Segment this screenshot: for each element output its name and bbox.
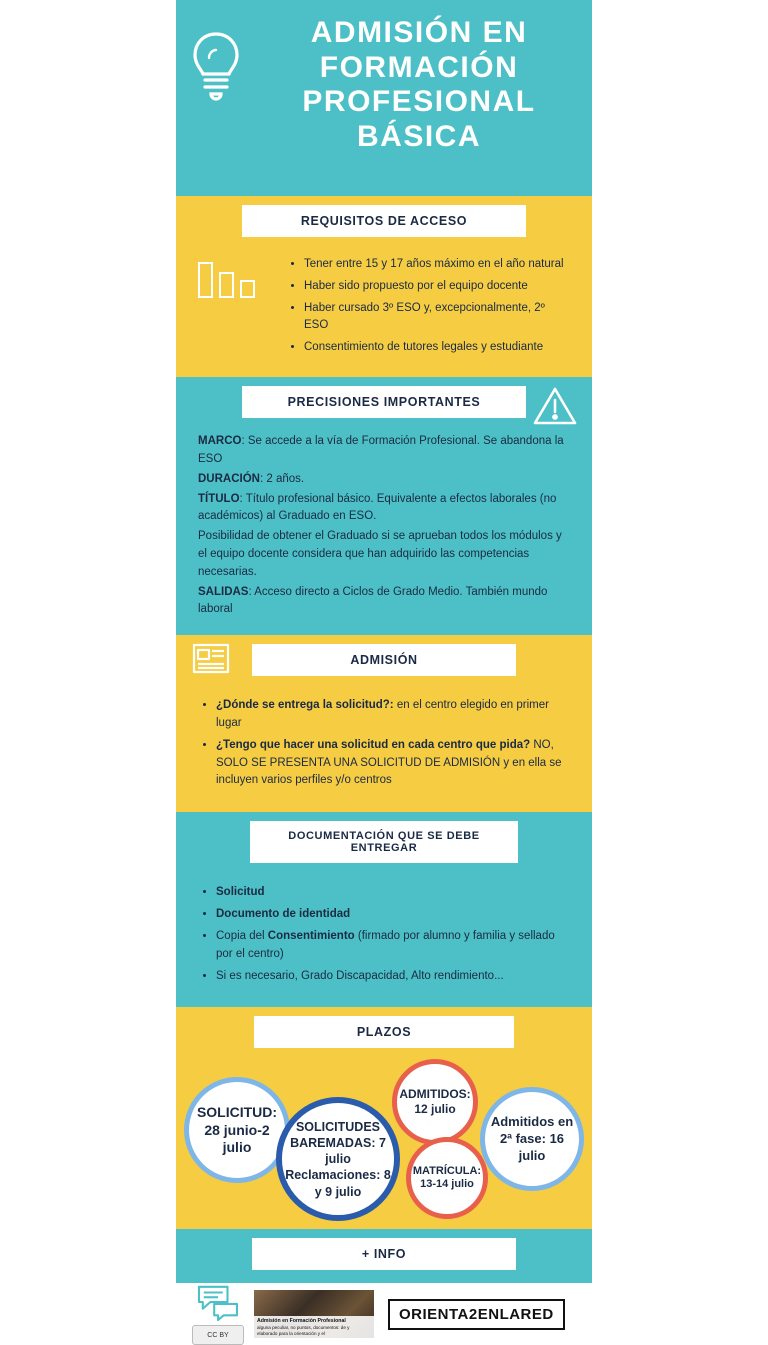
list-item	[216, 697, 570, 733]
list-item	[216, 906, 570, 924]
page-title: ADMISIÓN EN FORMACIÓN PROFESIONAL BÁSICA	[302, 16, 536, 153]
admision-answer: en el centro elegido en primer lugar	[216, 699, 549, 729]
plazo-text: Admitidos en 2ª fase: 16 julio	[490, 1113, 574, 1163]
info-heading-wrap	[176, 1229, 592, 1271]
infographic-column	[176, 0, 592, 1345]
section-precisiones	[176, 377, 592, 635]
requisitos-list	[286, 256, 570, 357]
plazos-circles-wrap	[176, 1049, 592, 1229]
section-documentacion	[176, 812, 592, 1007]
precisiones-value: : Acceso directo a Ciclos de Grado Medio. También mundo laboral	[198, 585, 548, 616]
admision-question: ¿Tengo que hacer una solicitud en cada centro que pida?	[216, 738, 531, 751]
doc-pre: Copia del	[216, 929, 268, 942]
poster-header	[176, 0, 592, 196]
list-item: • Haber cursado 3º ESO y, excepcionalmente, 2º ESO	[304, 300, 570, 336]
plazo-circle-solicitud	[184, 1077, 290, 1183]
requisitos-heading-wrap	[176, 196, 592, 238]
precisiones-value: Posibilidad de obtener el Graduado si se aprueban todos los módulos y el equipo docente considera que han adquirido las competencias necesarias.	[198, 530, 562, 578]
plazos-diagram	[184, 1059, 584, 1219]
doc-pre: Si es necesario, Grado Discapacidad, Alto rendimiento...	[216, 969, 504, 982]
plazos-heading: PLAZOS	[254, 1016, 514, 1048]
precisiones-text	[176, 419, 592, 635]
plazo-circle-admitidos	[392, 1059, 478, 1145]
photo-thumbnail	[254, 1290, 374, 1338]
plazo-text: SOLICITUD: 28 junio-2 julio	[196, 1104, 278, 1156]
precisiones-value: : Título profesional básico. Equivalente a efectos laborales (no académicos) al Graduado en ESO.	[198, 492, 557, 523]
precisiones-label: DURACIÓN	[198, 472, 260, 485]
precisiones-label: TÍTULO	[198, 492, 240, 505]
newspaper-icon	[190, 639, 234, 682]
admision-answer: NO, SOLO SE PRESENTA UNA SOLICITUD DE ADMISIÓN y en ella se incluyen varios perfiles y/o centros	[216, 738, 562, 787]
plazo-text: ADMITIDOS: 12 julio	[399, 1087, 471, 1117]
admision-list	[198, 697, 570, 790]
info-heading: + INFO	[252, 1238, 516, 1270]
brand-logo: ORIENTA2ENLARED	[388, 1299, 565, 1330]
poster-footer	[176, 1283, 592, 1345]
list-item: • Tener entre 15 y 17 años máximo en el año natural	[304, 256, 570, 274]
documentacion-heading: DOCUMENTACIÓN QUE SE DEBE ENTREGAR	[250, 821, 518, 863]
precisiones-heading-wrap	[176, 377, 592, 419]
precisiones-line	[198, 528, 570, 581]
admision-heading: ADMISIÓN	[252, 644, 516, 676]
plazo-circle-solicitudes-baremadas	[276, 1097, 400, 1221]
precisiones-label: SALIDAS	[198, 585, 249, 598]
section-admision	[176, 635, 592, 812]
plazo-circle-matricula	[406, 1137, 488, 1219]
documentacion-list-wrap	[176, 864, 592, 1007]
photo-caption	[254, 1316, 374, 1338]
doc-bold: Solicitud	[216, 886, 265, 899]
photo-caption-title: Admisión en Formación Profesional	[257, 1318, 346, 1325]
precisiones-line	[198, 491, 570, 527]
list-item	[216, 928, 570, 964]
plazos-heading-wrap	[176, 1007, 592, 1049]
admision-list-wrap	[176, 677, 592, 812]
plazo-text: MATRÍCULA: 13-14 julio	[412, 1164, 482, 1191]
photo-caption-text: alguna peculiar, no puntos, documentos: de y elaborado para la orientación y el	[257, 1324, 350, 1336]
precisiones-line	[198, 584, 570, 620]
list-item: • Haber sido propuesto por el equipo docente	[304, 278, 570, 296]
precisiones-label: MARCO	[198, 435, 242, 448]
admision-heading-wrap	[176, 635, 592, 677]
precisiones-line	[198, 433, 570, 469]
precisiones-value: : Se accede a la vía de Formación Profesional. Se abandona la ESO	[198, 435, 564, 465]
admision-question: ¿Dónde se entrega la solicitud?:	[216, 699, 394, 712]
precisiones-value: : 2 años.	[259, 472, 305, 485]
documentacion-heading-wrap	[176, 812, 592, 864]
plazo-circle-admitidos-segunda-fase	[480, 1087, 584, 1191]
lightbulb-icon	[186, 28, 252, 113]
list-item	[216, 884, 570, 902]
list-item: • Consentimiento de tutores legales y estudiante	[304, 339, 570, 357]
creative-commons-badge: CC BY	[192, 1325, 244, 1345]
list-item	[216, 968, 570, 986]
section-info	[176, 1229, 592, 1283]
section-requisitos	[176, 196, 592, 377]
doc-bold: Consentimiento	[267, 929, 355, 942]
chat-bubbles-icon	[194, 1283, 242, 1323]
plazo-text: SOLICITUDES BAREMADAS: 7 julio Reclamaciones: 8 y 9 julio	[285, 1119, 391, 1199]
bar-chart-icon	[198, 252, 255, 298]
section-plazos	[176, 1007, 592, 1229]
requisitos-heading: REQUISITOS DE ACCESO	[242, 205, 526, 237]
list-item	[216, 737, 570, 790]
precisiones-line	[198, 471, 570, 489]
doc-post: (firmado por alumno y familia y sellado por el centro)	[216, 929, 555, 960]
warning-triangle-icon	[532, 385, 578, 432]
doc-bold: Documento de identidad	[216, 908, 351, 921]
precisiones-heading: PRECISIONES IMPORTANTES	[242, 386, 526, 418]
documentacion-list	[198, 884, 570, 985]
